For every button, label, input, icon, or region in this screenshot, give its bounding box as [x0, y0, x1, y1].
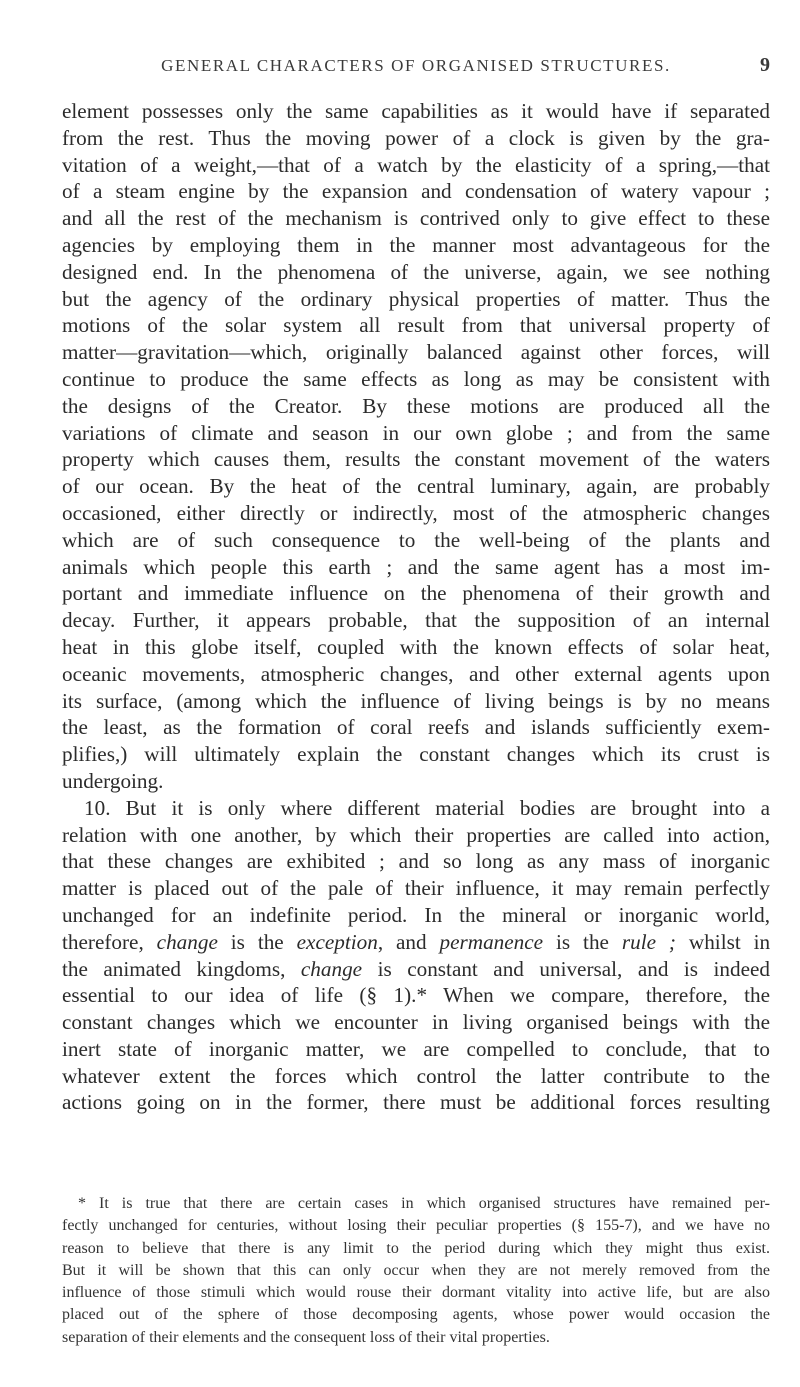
text-line: relation with one another, by which their properties are called into action, [62, 822, 770, 847]
text-line: but the agency of the ordinary physical properties of matter. Thus the [62, 286, 770, 311]
footnote-line: fectly unchanged for centuries, without losing their peculiar properties (§ 155-7), and we have no [62, 1217, 770, 1235]
text-line: whatever extent the forces which control the latter contribute to the [62, 1063, 770, 1088]
text-line: undergoing. [62, 768, 164, 793]
text-fragment: is the [230, 929, 284, 954]
text-fragment: , and [377, 929, 427, 954]
paragraph-10-line: 10. But it is only where different material bodies are brought into a [84, 795, 770, 820]
text-line: of a steam engine by the expansion and condensation of watery vapour ; [62, 179, 770, 204]
page-number: 9 [760, 54, 770, 76]
text-fragment: is the [556, 929, 609, 954]
text-line-italic-mixed [62, 956, 770, 983]
text-line: animals which people this earth ; and the same agent has a most im- [62, 554, 770, 579]
text-line: which are of such consequence to the well-being of the plants and [62, 527, 770, 552]
text-line: plifies,) will ultimately explain the constant changes which its crust is [62, 742, 770, 767]
italic-term: rule ; [621, 929, 676, 954]
text-fragment: the animated kingdoms, [62, 956, 286, 981]
italic-term: exception [296, 929, 378, 954]
footnote-line: influence of those stimuli which would rouse their dormant vitality into active life, but are also [62, 1284, 770, 1302]
text-line-italic-mixed [62, 929, 770, 956]
text-line: agencies by employing them in the manner most advantageous for the [62, 232, 770, 257]
text-line: continue to produce the same effects as long as may be consistent with [62, 366, 770, 391]
text-line: heat in this globe itself, coupled with the known effects of solar heat, [62, 634, 770, 659]
running-title: GENERAL CHARACTERS OF ORGANISED STRUCTURES. [161, 56, 671, 75]
text-line: matter is placed out of the pale of their influence, it may remain perfectly [62, 876, 770, 901]
body-text [62, 98, 770, 1116]
text-line: inert state of inorganic matter, we are compelled to conclude, that to [62, 1036, 770, 1061]
text-fragment: whilst in [688, 929, 771, 954]
italic-term: permanence [439, 929, 544, 954]
text-fragment: is constant and universal, and is indeed [377, 956, 771, 981]
text-line: of our ocean. By the heat of the central luminary, again, are probably [62, 474, 770, 499]
footnote-line: reason to believe that there is any limit to the period during which they might thus exist. [62, 1239, 770, 1257]
text-line: essential to our idea of life (§ 1).* When we compare, therefore, the [62, 983, 770, 1008]
text-line: variations of climate and season in our own globe ; and from the same [62, 420, 770, 445]
footnote-line: * It is true that there are certain cases in which organised structures have remained per- [78, 1195, 770, 1212]
text-line: constant changes which we encounter in living organised beings with the [62, 1010, 770, 1035]
text-line: from the rest. Thus the moving power of a clock is given by the gra- [62, 125, 770, 150]
text-line: occasioned, either directly or indirectly, most of the atmospheric changes [62, 500, 770, 525]
text-line: the designs of the Creator. By these motions are produced all the [62, 393, 770, 418]
text-line: that these changes are exhibited ; and so long as any mass of inorganic [62, 849, 770, 874]
text-fragment: therefore, [62, 929, 144, 954]
text-line: vitation of a weight,—that of a watch by the elasticity of a spring,—that [62, 152, 770, 177]
text-line: property which causes them, results the constant movement of the waters [62, 447, 770, 472]
text-line: oceanic movements, atmospheric changes, and other external agents upon [62, 661, 770, 686]
text-line: actions going on in the former, there must be additional forces resulting [62, 1090, 770, 1115]
running-header [62, 56, 770, 86]
text-line: element possesses only the same capabilities as it would have if separated [62, 99, 770, 123]
text-line: unchanged for an indefinite period. In the mineral or inorganic world, [62, 902, 770, 927]
text-line: and all the rest of the mechanism is contrived only to give effect to these [62, 206, 770, 231]
text-line: motions of the solar system all result from that universal property of [62, 313, 770, 338]
text-line: designed end. In the phenomena of the universe, again, we see nothing [62, 259, 770, 284]
text-line: decay. Further, it appears probable, that the supposition of an internal [62, 608, 770, 633]
italic-term: change [156, 929, 218, 954]
text-line: the least, as the formation of coral reefs and islands sufficiently exem- [62, 715, 770, 740]
footnote-line: placed out of the sphere of those decomposing agents, whose power would occasion the [62, 1306, 770, 1324]
footnote [62, 1193, 770, 1349]
text-line: matter—gravitation—which, originally balanced against other forces, will [62, 340, 770, 365]
text-line: its surface, (among which the influence of living beings is by no means [62, 688, 770, 713]
italic-term: change [300, 956, 363, 981]
footnote-line: But it will be shown that this can only occur when they are not merely removed from the [62, 1261, 770, 1279]
footnote-line: separation of their elements and the consequent loss of their vital properties. [62, 1328, 550, 1346]
text-line: portant and immediate influence on the phenomena of their growth and [62, 581, 770, 606]
